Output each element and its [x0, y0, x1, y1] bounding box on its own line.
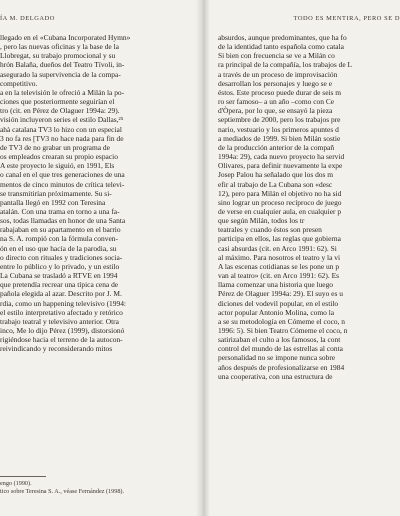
- text-line: de la producción anterior de la compañ: [218, 142, 335, 152]
- text-line: van al teatro» (cit. en Arco 1991: 62). Es: [218, 271, 340, 281]
- text-line: A este proyecto le siguió, en 1991, Els: [0, 161, 115, 171]
- text-line: 12), pero para Milán el objetivo no ha sid: [218, 188, 342, 198]
- text-line: al máximo. Para nosotros el teatro y la vi: [218, 252, 341, 262]
- text-line: septiembre de 2000, pero los trabajos pre: [218, 115, 341, 125]
- text-line: teatrales y cuando éstos son presen: [218, 225, 322, 235]
- right-body-text: [218, 33, 400, 381]
- text-line: inco, Me lo dijo Pérez (1999), distorsionó: [0, 326, 125, 335]
- text-line: o directo con rituales y tradiciones socia-: [0, 252, 123, 262]
- text-line: rdia, como un happening televisivo (1994:: [0, 298, 126, 308]
- text-line: entre lo público y lo privado, y un estilo: [0, 261, 120, 271]
- text-line: hrón Balaña, dueños del Teatro Tívoli, in-: [0, 60, 125, 70]
- text-line: Si bien con frecuencia se ve a Milán co: [218, 51, 335, 61]
- text-line: 3 no fa res [TV3 no hace nada para fin de: [0, 133, 124, 143]
- text-line: ro ser famoso– a un año –como con Ce: [218, 97, 335, 107]
- text-line: La Cubana se trasladó a RTVE en 1994: [0, 271, 118, 281]
- text-line: desarrollan los personajes y luego se e: [218, 78, 333, 88]
- footnote: engo (1990).: [0, 479, 32, 487]
- text-line: reivindicando y reconsiderando mitos: [0, 344, 113, 354]
- text-line: A las escenas cotidianas se les pone un p: [218, 261, 340, 271]
- text-line: diciones del vodevil popular, en el estilo: [218, 298, 339, 308]
- left-page: [0, 0, 198, 516]
- footnote: tico sobre Teresina S. A., véase Fernández (1998).: [0, 487, 125, 495]
- text-line: pañola elegida al azar. Descrito por J. M.: [0, 289, 122, 299]
- text-line: ón en el uso que hacía de la parodia, su: [0, 243, 117, 253]
- text-line: de verse en cualquier aula, en cualquier p: [218, 206, 342, 216]
- footnote-rule: [0, 476, 46, 477]
- text-line: ra principal de la compañía, los trabajos de L: [218, 60, 353, 70]
- text-line: 1996: 5). Si bien Teatro Cómeme el coco, n: [218, 326, 348, 335]
- text-line: el estilo interpretativo afectado y retórico: [0, 307, 123, 317]
- text-line: casi absurdas (cit. en Arco 1991: 62). Si: [218, 243, 337, 253]
- text-line: sino lograr un proceso recíproco de juego: [218, 197, 342, 207]
- text-line: Pérez de Olaguer 1994a: 29). El suyo es u: [218, 289, 343, 299]
- text-line: ciones que posteriormente seguirían el: [0, 97, 115, 107]
- right-page: [212, 0, 400, 516]
- text-line: trabajo teatral y televisivo anterior. Otra: [0, 316, 119, 326]
- text-line: sos, todas llamadas en honor de una Santa: [0, 216, 126, 226]
- text-line: que según Milán, todos los tr: [218, 216, 305, 226]
- book-gutter: [196, 0, 210, 516]
- text-line: os empleados crearan su propio espacio: [0, 152, 118, 162]
- text-line: a en la televisión le ofreció a Milán la po-: [0, 87, 125, 97]
- text-line: personalidad no se impone nunca sobre: [218, 353, 336, 363]
- text-line: rabajaban en su apartamento en el barrio: [0, 225, 121, 235]
- text-line: de TV3 de no grabar un programa de: [0, 142, 110, 152]
- text-line: na S. A. rompió con la fórmula conven-: [0, 234, 118, 244]
- text-line: ahà catalana TV3 lo hizo con un especial: [0, 124, 122, 134]
- text-line: años después de profesionalizarse en 1984: [218, 362, 345, 372]
- text-line: llama comenzar una historia que luego: [218, 280, 334, 290]
- text-line: , pero las nuevas oficinas y la base de la: [0, 42, 119, 52]
- text-line: a través de un proceso de improvisación: [218, 69, 338, 79]
- text-line: tro (cit. en Pérez de Olaguer 1994a: 29).: [0, 106, 120, 116]
- text-line: llegado en el «Cubana Incorporated Hymn»: [0, 33, 131, 42]
- text-line: o canal en el que tres generaciones de una: [0, 170, 125, 180]
- text-line: que pretendía recrear una típica cena de: [0, 280, 119, 290]
- text-line: 1994a: 29), cada nuevo proyecto ha servid: [218, 152, 345, 162]
- text-line: nario, vestuario y los primeros apuntes d: [218, 124, 339, 134]
- text-line: pantalla llegó en 1992 con Teresina: [0, 197, 106, 207]
- text-line: participa en ellos, las reglas que gobierna: [218, 234, 341, 244]
- text-line: una cooperativa, con una estructura de: [218, 371, 333, 381]
- text-line: Olivares, para definir nuevamente la expe: [218, 161, 343, 171]
- text-line: de la identidad tanto española como catala: [218, 42, 344, 52]
- right-running-header: TODO ES MENTIRA, PERO SE D: [293, 15, 400, 22]
- text-line: visión incluyeron series el estilo Dallas,²⁵: [0, 115, 124, 125]
- text-line: satirizaban el culto a los famosos, la cont: [218, 335, 341, 345]
- text-line: control del mundo de las estrellas al conta: [218, 344, 343, 354]
- text-line: Josep Palou ha señalado que los dos m: [218, 170, 334, 180]
- text-line: asegurado la supervivencia de la compa-: [0, 69, 121, 79]
- text-line: a mediados de 1999. Si bien Milán sostie: [218, 133, 341, 143]
- text-line: a se su metodología en Cómeme el coco, n: [218, 316, 346, 326]
- text-line: mentos de cinco minutos de crítica televi-: [0, 179, 125, 189]
- text-line: efir al trabajo de La Cubana son «desc: [218, 179, 333, 189]
- footnote-list: [0, 480, 190, 496]
- text-line: se transmitirían próximamente. Su si-: [0, 188, 112, 198]
- left-footnotes: [0, 476, 190, 496]
- left-running-header: ÍA M. DELGADO: [0, 15, 55, 22]
- text-line: competitivo.: [0, 78, 38, 88]
- text-line: absurdos, aunque predominantes, que ha fo: [218, 33, 347, 42]
- text-line: Llobregat, su trabajo promocional y su: [0, 51, 116, 61]
- left-body-text: [0, 33, 190, 353]
- text-line: éstos. Este proceso puede durar de seis m: [218, 87, 342, 97]
- text-line: rigiéndose hacia el terreno de la autocon-: [0, 335, 123, 345]
- text-line: atalán. Con una trama en torno a una fa-: [0, 206, 120, 216]
- text-line: d'Òpera, por lo que, se ensayó la pieza: [218, 106, 333, 116]
- text-line: actor popular Antonio Molina, como la: [218, 307, 335, 317]
